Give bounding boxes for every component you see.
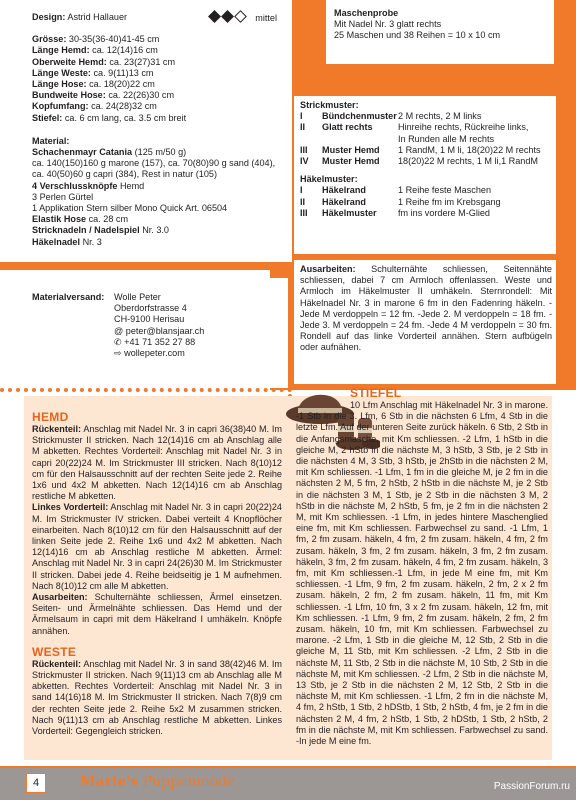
footer-accent-line bbox=[0, 766, 576, 768]
design-line: Design: Astrid Hallauer bbox=[32, 12, 128, 22]
material-list: Material: Schachenmayr Catania (125 m/50 g) ca. 140(150)160 g marone (157), ca. 70(80)90 g sand (404), ca. 40(50)60 g capri (384), Rest in natur (105) 4 Verschlussknöpfe Hemd 3 Perlen Gürtel 1 Applikation Stern silber Mono Quick Art. 06504 Elastik Hose ca. 28 cm Stricknadeln / Nadelspiel Nr. 3.0 Häkelnadel Nr. 3 bbox=[32, 135, 276, 247]
page-number-box: 4 bbox=[26, 773, 46, 793]
dotted-divider bbox=[0, 262, 292, 266]
hemd-para: Rückenteil: Anschlag mit Nadel Nr. 3 in capri 36(38)40 M. Im Strickmuster II stricken. Nach 12(14)16 cm ab Anschlag alle M abketten. Rechtes Vorderteil: Anschlag mit Nadel Nr. 3 in capri 20(22)24 M. Im Strickmuster III stricken. Nach 8(10)12 cm für den Halsausschnitt auf der rechten Seite jede 2. Reihe 1x6 und 4x2 M abketten. Nach 12(14)16 cm ab Anschlag restliche M abketten. bbox=[32, 424, 282, 502]
hakel-table: I Häkelrand 1 Reihe feste Maschen II Häkelrand 1 Reihe fm im Krebsgang III Häkelmuster fm ins vordere M-Glied bbox=[300, 185, 501, 218]
diamond-filled-icon bbox=[221, 10, 234, 23]
footer-brand: Marie's Puppenmode bbox=[80, 774, 236, 790]
ausarbeiten-box: Ausarbeiten: Schulternähte schliessen, Seitennähte schliessen, dabei 7 cm Armloch offenlassen. Weste und Armloch im Häkelmuster II umhäkeln. Sternrondell: Mit Häkelnadel Nr. 3 in marone 6 fm in den Fadenring häkeln. -Jede M verdoppeln = 12 fm. -Jede 2. M verdoppeln = 18 fm. -Jede 3. M verdoppeln = 24 fm. -Jede 4 M verdoppeln = 30 fm. Rondell auf das linke Vorderteil annähen. Stern aufbügeln oder aufnähen. bbox=[294, 260, 556, 384]
maschenprobe-box: Maschenprobe Mit Nadel Nr. 3 glatt rechts 25 Maschen und 38 Reihen = 10 x 10 cm bbox=[326, 0, 554, 64]
footer-site: PassionForum.ru bbox=[493, 781, 570, 792]
design-box bbox=[0, 0, 292, 262]
difficulty-level: mittel bbox=[208, 12, 277, 24]
muster-box: Strickmuster: I Bündchenmuster 2 M rechts, 2 M links II Glatt rechts Hinreihe rechts, Rückreihe links, In Runden alle M rechts III Muster Hemd 1 RandM, 1 M li, 18(20)22 M rechts IV Muster Hemd 18(20)22 M rechts, 1 M li,1 RandM Häkelmuster: I Häkelrand 1 Reihe feste Maschen II Häkelrand 1 Reihe fm im Krebsgang III Häkelmuster fm ins vordere M-Glied bbox=[294, 96, 556, 254]
stiefel-para: 10 Lfm Anschlag mit Häkelnadel Nr. 3 in marone. -1 Stb in die 3. Lfm, 6 Stb in die nächsten 6 Lfm, 4 Stb in die letzte Lfm. Auf der unteren Seite zurück häkeln. 6 Stb, 2 Stb in die Anfangsmasche, mit Km schliessen. -2 Lfm, 1 hStb in die gleiche M, 2 hStb in die nächste M, 3 hStb, 3 Stb, je 2 Stb in die nächsten 4 M, 3 Stb, 3 hStb, je 2hStb in die nächsten 2 M, mit Km schliessen. -1 Lfm, 1 fm in die gleiche M, je 2 fm in die nächsten 2 M, 5 fm, 2 hStb, 2 hStb in die nächste M, je 2 Stb in die nächsten 3 M, 1 Stb, je 2 Stb in die nächsten 3 M, 2 hStb in die nächste M, 2 hStb, 5 fm, je 2 fm in die nächsten 2 M, mit Km schliessen. -1 Lfm, in jedes hintere Maschenglied eine fm, mit Km schliessen. Farbwechsel zu sand. -1 Lfm, 1 fm, 2 fm zusam. häkeln, 4 fm, 2 fm zusam. häkeln, 4 fm, 2 fm zusam. häkeln, 3 fm, 2 fm zusam. häkeln, 3 fm, 2 fm zusam. häkeln, 3 fm, 2 fm zusam. häkeln, 4 fm, 2 fm zusam. häkeln, 3 fm, mit Km schliessen.-1 Lfm, in jede M eine fm, mit Km schliessen. -1 Lfm, 9 fm, 2 fm zusam. häkeln, 2 fm, 2 x 2 fm zusam. häkeln, 2 fm, 2 fm zusam. häkeln, 11 fm, mit Km schliessen. -1 Lfm, 10 fm, 3 x 2 fm zusam. häkeln, 12 fm, mit Km schliessen. -1 Lfm, 9 fm, 2 fm zusam. häkeln, 2 fm, 2 fm zusam. häkeln, 10 fm, mit Km schliessen. Farbwechsel zu marone. -2 Lfm, 1 Stb in die gleiche M, 12 Stb, 2 Stb in die gleiche M, 11 Stb, mit Km schliessen. -2 Lfm, 2 Stb in die nächste M, 11 Stb, 2 Stb in die nächste M, 10 Stb, 2 Stb in die nächste M, mit Km schliessen. -2 Lfm, 2 Stb in die nächste M, 13 Stb, je 2 Stb in die nächsten 2 M, 12 Stb, 2 Stb in die nächste M, mit Km schliessen. -1 Lfm, 2 fm in die nächste M, 4 fm, 2 hStb, 1 Stb, 2 hDStb, 1 Stb, 2 hStb, 4 fm, je 2 fm in die nächsten 2 M, 4 fm, 2 hStb, 1 Stb, 2 hDStb, 1 Stb, 2 hStb, 2 fm in die nächste M, mit Km schliessen. Farbwechsel zu sand. -In jede M eine fm. bbox=[296, 400, 548, 747]
weste-para: Rückenteil: Anschlag mit Nadel Nr. 3 in sand 38(42)46 M. Im Strickmuster II stricken. Nach 9(11)13 cm ab Anschlag alle M abketten. Rechtes Vorderteil: Anschlag mit Nadel Nr. 3 in sand 14(16)18 M. Im Strickmuster II stricken. Nach 7(8)9 cm der rechten Seite jede 2. Reihe 5x2 M zusammen stricken. Nach 9(11)13 cm ab Anschlag restliche M abketten. Linkes Vorderteil: Gegengleich stricken. bbox=[32, 658, 282, 737]
stiefel-section: STIEFEL 10 Lfm Anschlag mit Häkelnadel Nr. 3 in marone. -1 Stb in die 3. Lfm, 6 Stb in die nächsten 6 Lfm, 4 Stb in die letzte Lfm. Auf der unteren Seite zurück häkeln. 6 Stb, 2 Stb in die Anfangsmasche, mit Km schliessen. -2 Lfm, 1 hStb in die gleiche M, 2 hStb in die nächste M, 3 hStb, 3 Stb, je 2 Stb in die nächsten 4 M, 3 Stb, 3 hStb, je 2hStb in die nächsten 2 M, mit Km schliessen. -1 Lfm, 1 fm in die gleiche M, je 2 fm in die nächsten 2 M, 5 fm, 2 hStb, 2 hStb in die nächste M, je 2 Stb in die nächsten 3 M, 1 Stb, je 2 Stb in die nächsten 3 M, 2 hStb in die nächste M, 2 hStb, 5 fm, je 2 fm in die nächsten 2 M, mit Km schliessen. -1 Lfm, in jedes hintere Maschenglied eine fm, mit Km schliessen. Farbwechsel zu sand. -1 Lfm, 1 fm, 2 fm zusam. häkeln, 4 fm, 2 fm zusam. häkeln, 4 fm, 2 fm zusam. häkeln, 3 fm, 2 fm zusam. häkeln, 3 fm, 2 fm zusam. häkeln, 3 fm, 2 fm zusam. häkeln, 4 fm, 2 fm zusam. häkeln, 3 fm, mit Km schliessen.-1 Lfm, in jede M eine fm, mit Km schliessen. -1 Lfm, 9 fm, 2 fm zusam. häkeln, 2 fm, 2 x 2 fm zusam. häkeln, 2 fm, 2 fm zusam. häkeln, 11 fm, mit Km schliessen. -1 Lfm, 10 fm, 3 x 2 fm zusam. häkeln, 12 fm, mit Km schliessen. -1 Lfm, 9 fm, 2 fm zusam. häkeln, 2 fm, 2 fm zusam. häkeln, 10 fm, mit Km schliessen. Farbwechsel zu marone. -2 Lfm, 1 Stb in die gleiche M, 12 Stb, 2 Stb in die gleiche M, 11 Stb, mit Km schliessen. -2 Lfm, 2 Stb in die nächste M, 11 Stb, 2 Stb in die nächste M, 10 Stb, 2 Stb in die nächste M, mit Km schliessen. -2 Lfm, 2 Stb in die nächste M, 13 Stb, je 2 Stb in die nächsten 2 M, 12 Stb, 2 Stb in die nächste M, mit Km schliessen. -1 Lfm, 2 fm in die nächste M, 4 fm, 2 hStb, 1 Stb, 2 hDStb, 1 Stb, 2 hStb, 4 fm, je 2 fm in die nächsten 2 M, 4 fm, 2 hStb, 1 Stb, 2 hDStb, 1 Stb, 2 hStb, 2 fm in die nächste M, mit Km schliessen. Farbwechsel zu sand. -In jede M eine fm. bbox=[296, 386, 548, 747]
diamond-empty-icon bbox=[234, 10, 247, 23]
diamond-filled-icon bbox=[208, 10, 221, 23]
versand-box: Materialversand: Wolle Peter Oberdorfstrasse 4 CH-9100 Herisau @ peter@blansjaar.ch ✆ +41 71 352 27 88 ⇨ wollepeter.com bbox=[0, 278, 288, 388]
dotted-divider bbox=[0, 388, 292, 392]
hemd-section: HEMD Rückenteil: Anschlag mit Nadel Nr. 3 in capri 36(38)40 M. Im Strickmuster II stricken. Nach 12(14)16 cm ab Anschlag alle M abketten. Rechtes Vorderteil: Anschlag mit Nadel Nr. 3 in capri 20(22)24 M. Im Strickmuster III stricken. Nach 8(10)12 cm für den Halsausschnitt auf der rechten Seite jede 2. Reihe 1x6 und 4x2 M abketten. Nach 12(14)16 cm ab Anschlag restliche M abketten. Linkes Vorderteil: Anschlag mit Nadel Nr. 3 in capri 20(22)24 M. Im Strickmuster IV stricken. Dabei verteilt 4 Knopflöcher einarbeiten. Nach 8(10)12 cm für den Halsausschnitt auf der linken Seite jede 2. Reihe 1x6 und 4x2 M abketten. Nach 12(14)16 cm ab Anschlag restliche M abketten. Ärmel: Anschlag mit Nadel Nr. 3 in capri 24(26)30 M. Im Strickmuster II stricken. Dabei jede 4. Reihe beidseitig je 1 M aufnehmen. Nach 8(10)12 cm alle M abketten. Ausarbeiten: Schulternähte schliessen, Ärmel einsetzen. Seiten- und Ärmelnähte schliessen. Das Hemd und der Ärmelsaum in capri mit dem Häkelrand I umhäkeln. Knöpfe annähen. WESTE Rückenteil: Anschlag mit Nadel Nr. 3 in sand 38(42)46 M. Im Strickmuster II stricken. Nach 9(11)13 cm ab Anschlag alle M abketten. Rechtes Vorderteil: Anschlag mit Nadel Nr. 3 in sand 14(16)18 M. Im Strickmuster II stricken. Nach 7(8)9 cm der rechten Seite jede 2. Reihe 5x2 M zusammen stricken. Nach 9(11)13 cm ab Anschlag restliche M abketten. Linkes Vorderteil: Gegengleich stricken. bbox=[32, 410, 282, 737]
hemd-para: Ausarbeiten: Schulternähte schliessen, Ärmel einsetzen. Seiten- und Ärmelnähte schliessen. Das Hemd und der Ärmelsaum in capri mit dem Häkelrand I umhäkeln. Knöpfe annähen. bbox=[32, 592, 282, 636]
sizes-list: Grösse: 30-35(36-40)41-45 cm Länge Hemd: ca. 12(14)16 cm Oberweite Hemd: ca. 23(27)31 cm Länge Weste: ca. 9(11)13 cm Länge Hose: ca. 18(20)22 cm Bundweite Hose: ca. 22(26)30 cm Kopfumfang: ca. 24(28)32 cm Stiefel: ca. 6 cm lang, ca. 3.5 cm breit bbox=[32, 34, 187, 123]
strick-table: I Bündchenmuster 2 M rechts, 2 M links II Glatt rechts Hinreihe rechts, Rückreihe links, In Runden alle M rechts III Muster Hemd 1 RandM, 1 M li, 18(20)22 M rechts IV Muster Hemd 18(20)22 M rechts, 1 M li,1 RandM bbox=[300, 111, 541, 167]
hemd-para: Linkes Vorderteil: Anschlag mit Nadel Nr. 3 in capri 20(22)24 M. Im Strickmuster IV stricken. Dabei verteilt 4 Knopflöcher einarbeiten. Nach 8(10)12 cm für den Halsausschnitt auf der linken Seite jede 2. Reihe 1x6 und 4x2 M abketten. Nach 12(14)16 cm ab Anschlag restliche M abketten. Ärmel: Anschlag mit Nadel Nr. 3 in capri 24(26)30 M. Im Strickmuster II stricken. Dabei jede 4. Reihe beidseitig je 1 M aufnehmen. Nach 8(10)12 cm alle M abketten. bbox=[32, 502, 282, 591]
